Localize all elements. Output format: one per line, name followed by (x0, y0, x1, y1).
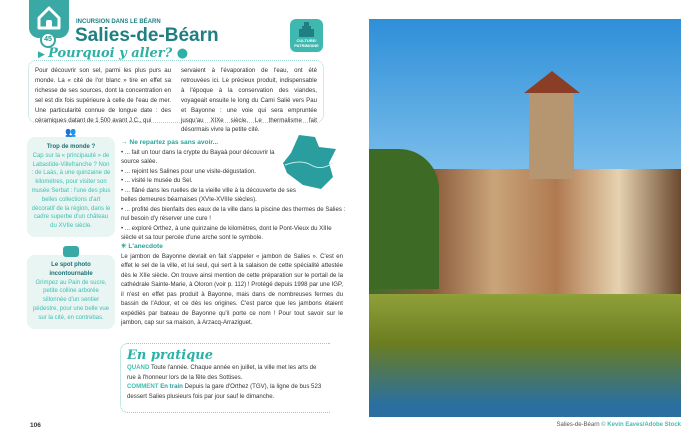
page-title: Salies-de-Béarn (75, 25, 219, 46)
river (369, 294, 681, 417)
sidebar-text: Grimpez au Pain de sucre, petite colline arborée sillonnée d'un sentier pédestre, pour une belle vue sur la cité, en contrebas. (32, 279, 110, 321)
page-number: 106 (30, 422, 41, 429)
anecdote-heading: ✳ L'anecdote (121, 243, 163, 250)
anecdote-section (121, 242, 343, 328)
list-item: • ... rejoint les Salines pour une visite-dégustation. (121, 167, 256, 175)
practical-when: QUAND Toute l'année. Chaque année en juillet, la ville met les arts de rue à l'honneur lors de la fête des Sottises. (127, 364, 317, 381)
castle-icon (290, 19, 323, 39)
section-kicker: INCURSION DANS LE BÉARN (76, 19, 161, 25)
why-text-col1: Pour découvrir son sel, parmi les plus purs au monde. La « cité de l'or blanc » tire en effet sa richesse de ses sources, dont la concentration en sel est dix fois supérieure à celle de l'eau de mer. Une particularité connue de longue date : des céramiques datant de 1 500 avant J.C., qui (35, 67, 171, 124)
anecdote-text: Le jambon de Bayonne devrait en fait s'appeler « jambon de Salies ». C'est en effet le sel de la ville, et lui seul, qui sert à la salaison de cette spécialité attestée dès le XIIe siècle. On trouve ainsi mention de cette préparation sur le portail de la cathédrale Sainte-Marie, à Oloron (voir p. 112) ! Protégé depuis 1998 par une IGP, il n'est en effet pas produit à Bayonne, mais dans de nombreuses fermes du bassin de l'Adour, et ce dès les origines. C'est parce que les jambons étaient expédiés par bateau de Bayonne qu'il porte ce nom ! Pour tout savoir sur le jambon, cap sur sa maison, à Arzacq-Arraziguet. (121, 252, 343, 326)
home-icon (29, 0, 69, 34)
practical-how: COMMENT En train Depuis la gare d'Orthez (TGV), la ligne de bus 523 dessert Salies plusieurs fois par jour sauf le dimanche. (127, 383, 322, 400)
category-badge (290, 19, 323, 52)
why-heading: ▶ Pourquoi y aller? ● (38, 46, 189, 61)
sidebar-column (27, 127, 115, 329)
sidebar-crowd (27, 127, 115, 237)
badge-label: CULTURE/ PATRIMOINE (294, 38, 319, 48)
practical-box (120, 343, 330, 413)
church-tower (529, 89, 574, 179)
dont-miss-heading: → Ne repartez pas sans avoir... (121, 139, 219, 146)
list-item: • ... exploré Orthez, à une quinzaine de kilomètres, dont le Pont-Vieux du XIIIe siècle et sa tour percée d'une arche sont le symbole. (121, 224, 332, 241)
list-item: • ... fait un tour dans la crypte du Bayaà pour découvrir la source salée. (121, 148, 275, 165)
sidebar-title: Trop de monde ? (46, 144, 96, 150)
list-item: • ... profité des bienfaits des eaux de la ville dans la piscine des thermes de Salies : nul besoin d'y réserver une cure ! (121, 205, 346, 222)
site-number: 45 (40, 32, 56, 48)
list-item: • ... flâné dans les ruelles de la vieille ville à la découverte de ses belles demeures béarnaises (XVIe-XVIIIe siècles). (121, 186, 296, 203)
sidebar-photo-spot (27, 255, 115, 329)
town-photo (369, 19, 681, 417)
list-item: • ... visité le musée du Sel. (121, 177, 193, 184)
sidebar-text: Cap sur la « principauté » de Labastide-Villefranche ? Non : de Laàs, à une quinzaine de kilomètres, pour visiter son musée Serbat : l'une des plus belles collections d'art décoratif de la région, dans le cadre superbe d'un château du XVIIe siècle. (31, 152, 111, 230)
crowd-icon: 👥 (65, 127, 77, 137)
sidebar-title: Le spot photo incontournable (49, 261, 93, 277)
why-box (28, 60, 324, 134)
tower-roof (524, 71, 580, 93)
photo-caption: Salies-de-Béarn © Kevin Eaves/Adobe Stock (556, 422, 681, 428)
camera-icon (63, 246, 79, 257)
why-text-col2: servaient à l'évaporation de l'eau, ont été retrouvées ici. Le précieux produit, indispensable à l'époque à la conservation des viandes, voyageait ensuite le long du Cami Salié vers Pau et Bayonne : une voie qui sera empruntée jusqu'au XIXe siècle. Le thermalisme fait désormais vivre la petite cité. (181, 67, 317, 134)
practical-heading: En pratique (127, 348, 214, 363)
trees (369, 149, 439, 289)
region-map-icon (281, 133, 341, 191)
